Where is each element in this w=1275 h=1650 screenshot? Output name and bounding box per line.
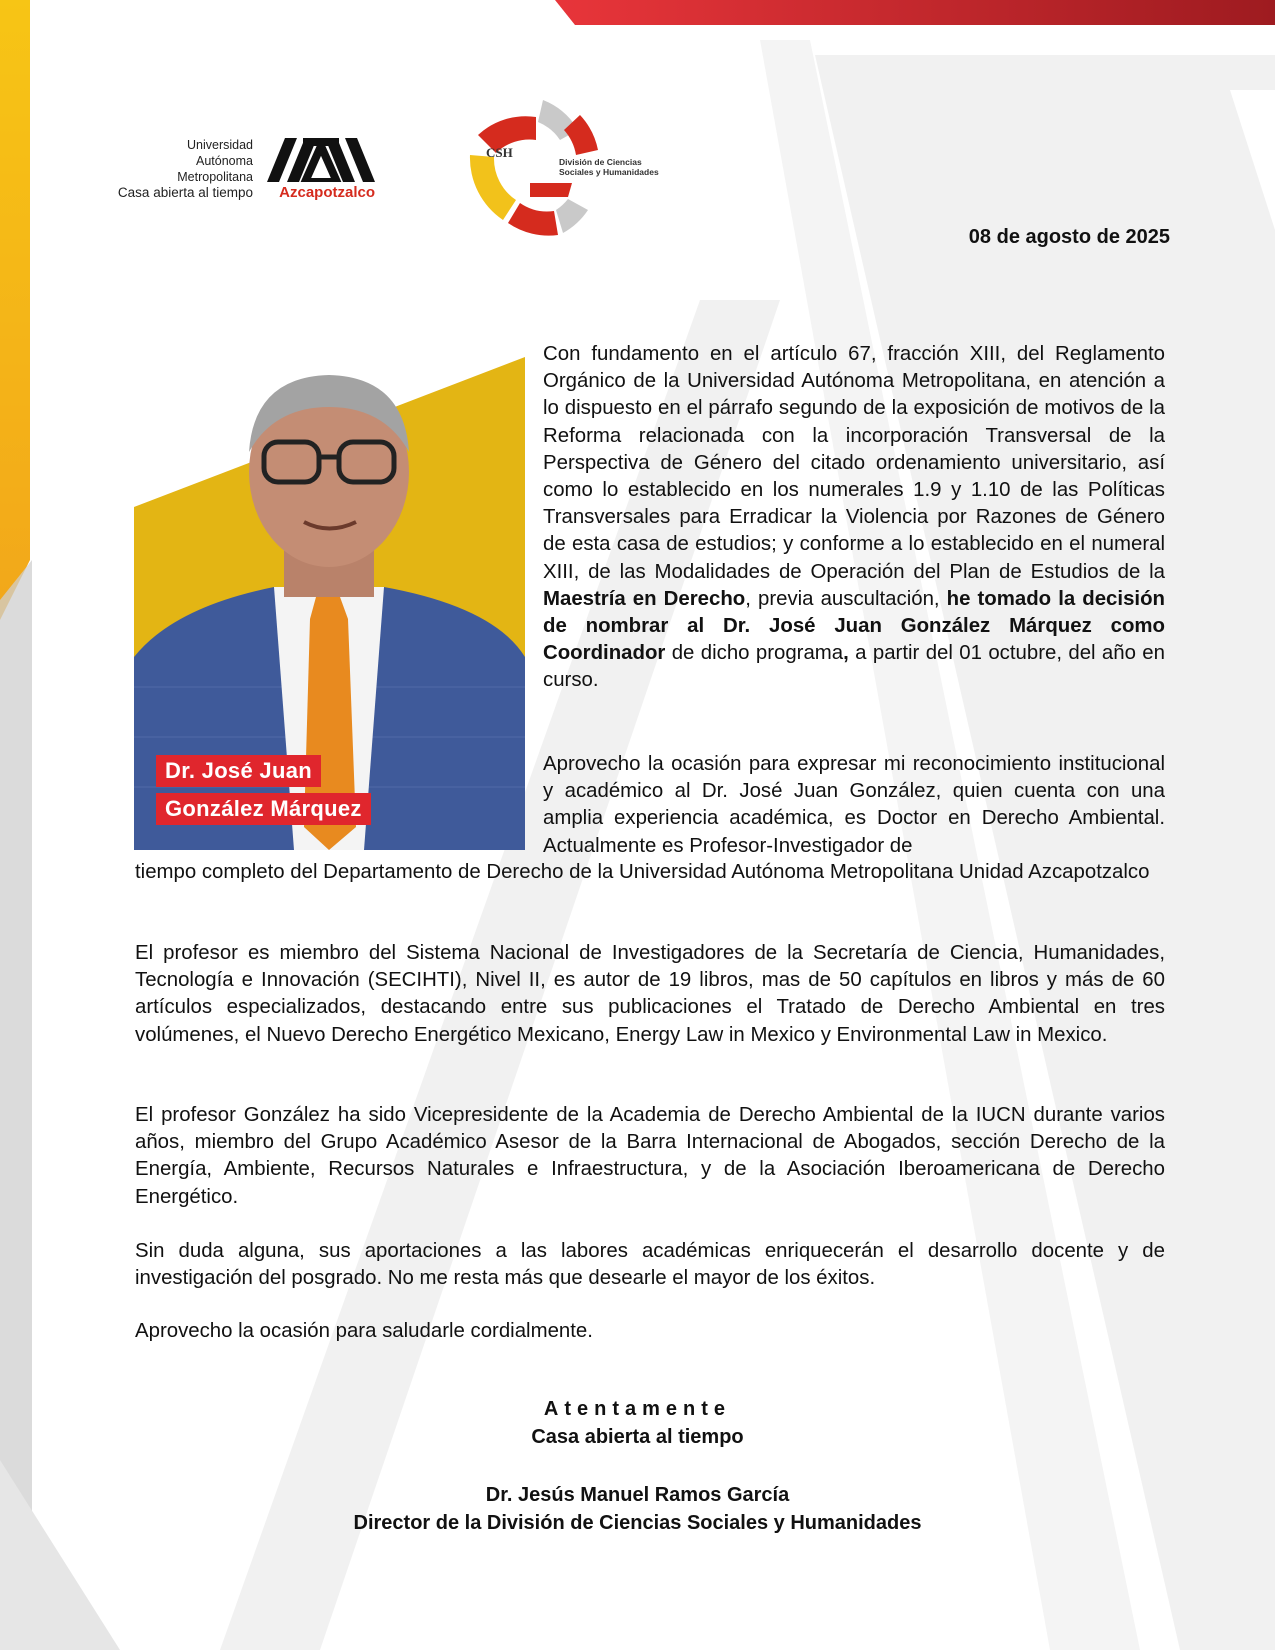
p1-text-g: a partir del 01 octubre, del año en curso. — [543, 642, 1165, 692]
paragraph-career: El profesor González ha sido Vicepresidente de la Academia de Derecho Ambiental de la IUCN durante varios años, miembro del Grupo Académico Asesor de la Barra Internacional de Abogados, sección Derecho de la Energía, Ambiente, Recursos Naturales e Infraestructura, y de la Asociación Iberoamericana de Derecho Energético. — [135, 1104, 1165, 1208]
signer-title: Director de la División de Ciencias Sociales y Humanidades — [353, 1512, 922, 1534]
paragraph-researcher: El profesor es miembro del Sistema Nacional de Investigadores de la Secretaría de Ciencia, Humanidades, Tecnología e Innovación (SECIHTI), Nivel II, es autor de 19 libros, mas de 50 capítulos en libros y más de 60 artículos especializados, destacando entre sus publicaciones el Tratado de Derecho Ambiental en tres volúmenes, el Nuevo Derecho Energético Mexicano, Energy Law in Mexico y Environmental Law in Mexico. — [135, 942, 1165, 1046]
p1-text-c: , previa auscultación, — [745, 587, 947, 610]
paragraph-appointment — [543, 341, 1165, 695]
paragraph-farewell: Aprovecho la ocasión para saludarle cordialmente. — [135, 1320, 593, 1342]
uam-line4: Casa abierta al tiempo — [117, 185, 253, 200]
uam-line2: Autónoma — [196, 154, 253, 168]
closing-motto: Casa abierta al tiempo — [531, 1426, 744, 1448]
csh-monogram: CSH — [486, 145, 513, 160]
name-tag-line2: González Márquez — [156, 793, 371, 825]
name-tag-line1: Dr. José Juan — [156, 755, 321, 787]
uam-emblem-icon — [267, 138, 375, 182]
p1-program: Maestría en Derecho — [543, 587, 746, 610]
csh-logo — [468, 95, 688, 245]
uam-line3: Metropolitana — [177, 170, 253, 184]
closing-greeting: Atentamente — [543, 1398, 732, 1420]
uam-wordmark — [118, 137, 253, 201]
uam-logo — [105, 132, 375, 212]
p1-comma: , — [843, 642, 849, 665]
p1-text-e: de dicho programa — [665, 642, 844, 665]
csh-label-line1: División de Ciencias — [559, 157, 642, 167]
p1-decision: he tomado la decisión de nombrar al Dr. José Juan González Márquez como Coordinador — [543, 587, 1165, 665]
signer-name: Dr. Jesús Manuel Ramos García — [485, 1484, 790, 1506]
paragraph-wishes: Sin duda alguna, sus aportaciones a las labores académicas enriquecerán el desarrollo docente y de investigación del posgrado. No me resta más que desearle el mayor de los éxitos. — [135, 1240, 1165, 1290]
letter-date: 08 de agosto de 2025 — [968, 226, 1170, 248]
uam-city: Azcapotzalco — [279, 184, 375, 201]
csh-label-line2: Sociales y Humanidades — [559, 167, 659, 177]
portrait-photo — [134, 357, 525, 850]
paragraph-recognition-cont: tiempo completo del Departamento de Derecho de la Universidad Autónoma Metropolitana Unidad Azcapotzalco — [135, 861, 1150, 883]
p1-text-a: Con fundamento en el artículo 67, fracción XIII, del Reglamento Orgánico de la Universidad Autónoma Metropolitana, en atención a lo dispuesto en el párrafo segundo de la exposición de motivos de la Reforma relacionada con la incorporación Transversal de la Perspectiva de Género del citado ordenamiento universitario, así como lo establecido en los numerales 1.9 y 1.10 de las Políticas Transversales para Erradicar la Violencia por Razones de Género de esta casa de estudios; y conforme a lo establecido en el numeral XIII, de las Modalidades de Operación del Plan de Estudios de la — [543, 343, 1165, 583]
paragraph-recognition: Aprovecho la ocasión para expresar mi reconocimiento institucional y académico al Dr. José Juan González, quien cuenta con una amplia experiencia académica, es Doctor en Derecho Ambiental. Actualmente es Profesor-Investigador de — [543, 753, 1165, 857]
uam-line1: Universidad — [186, 138, 253, 152]
csh-label — [559, 157, 659, 177]
